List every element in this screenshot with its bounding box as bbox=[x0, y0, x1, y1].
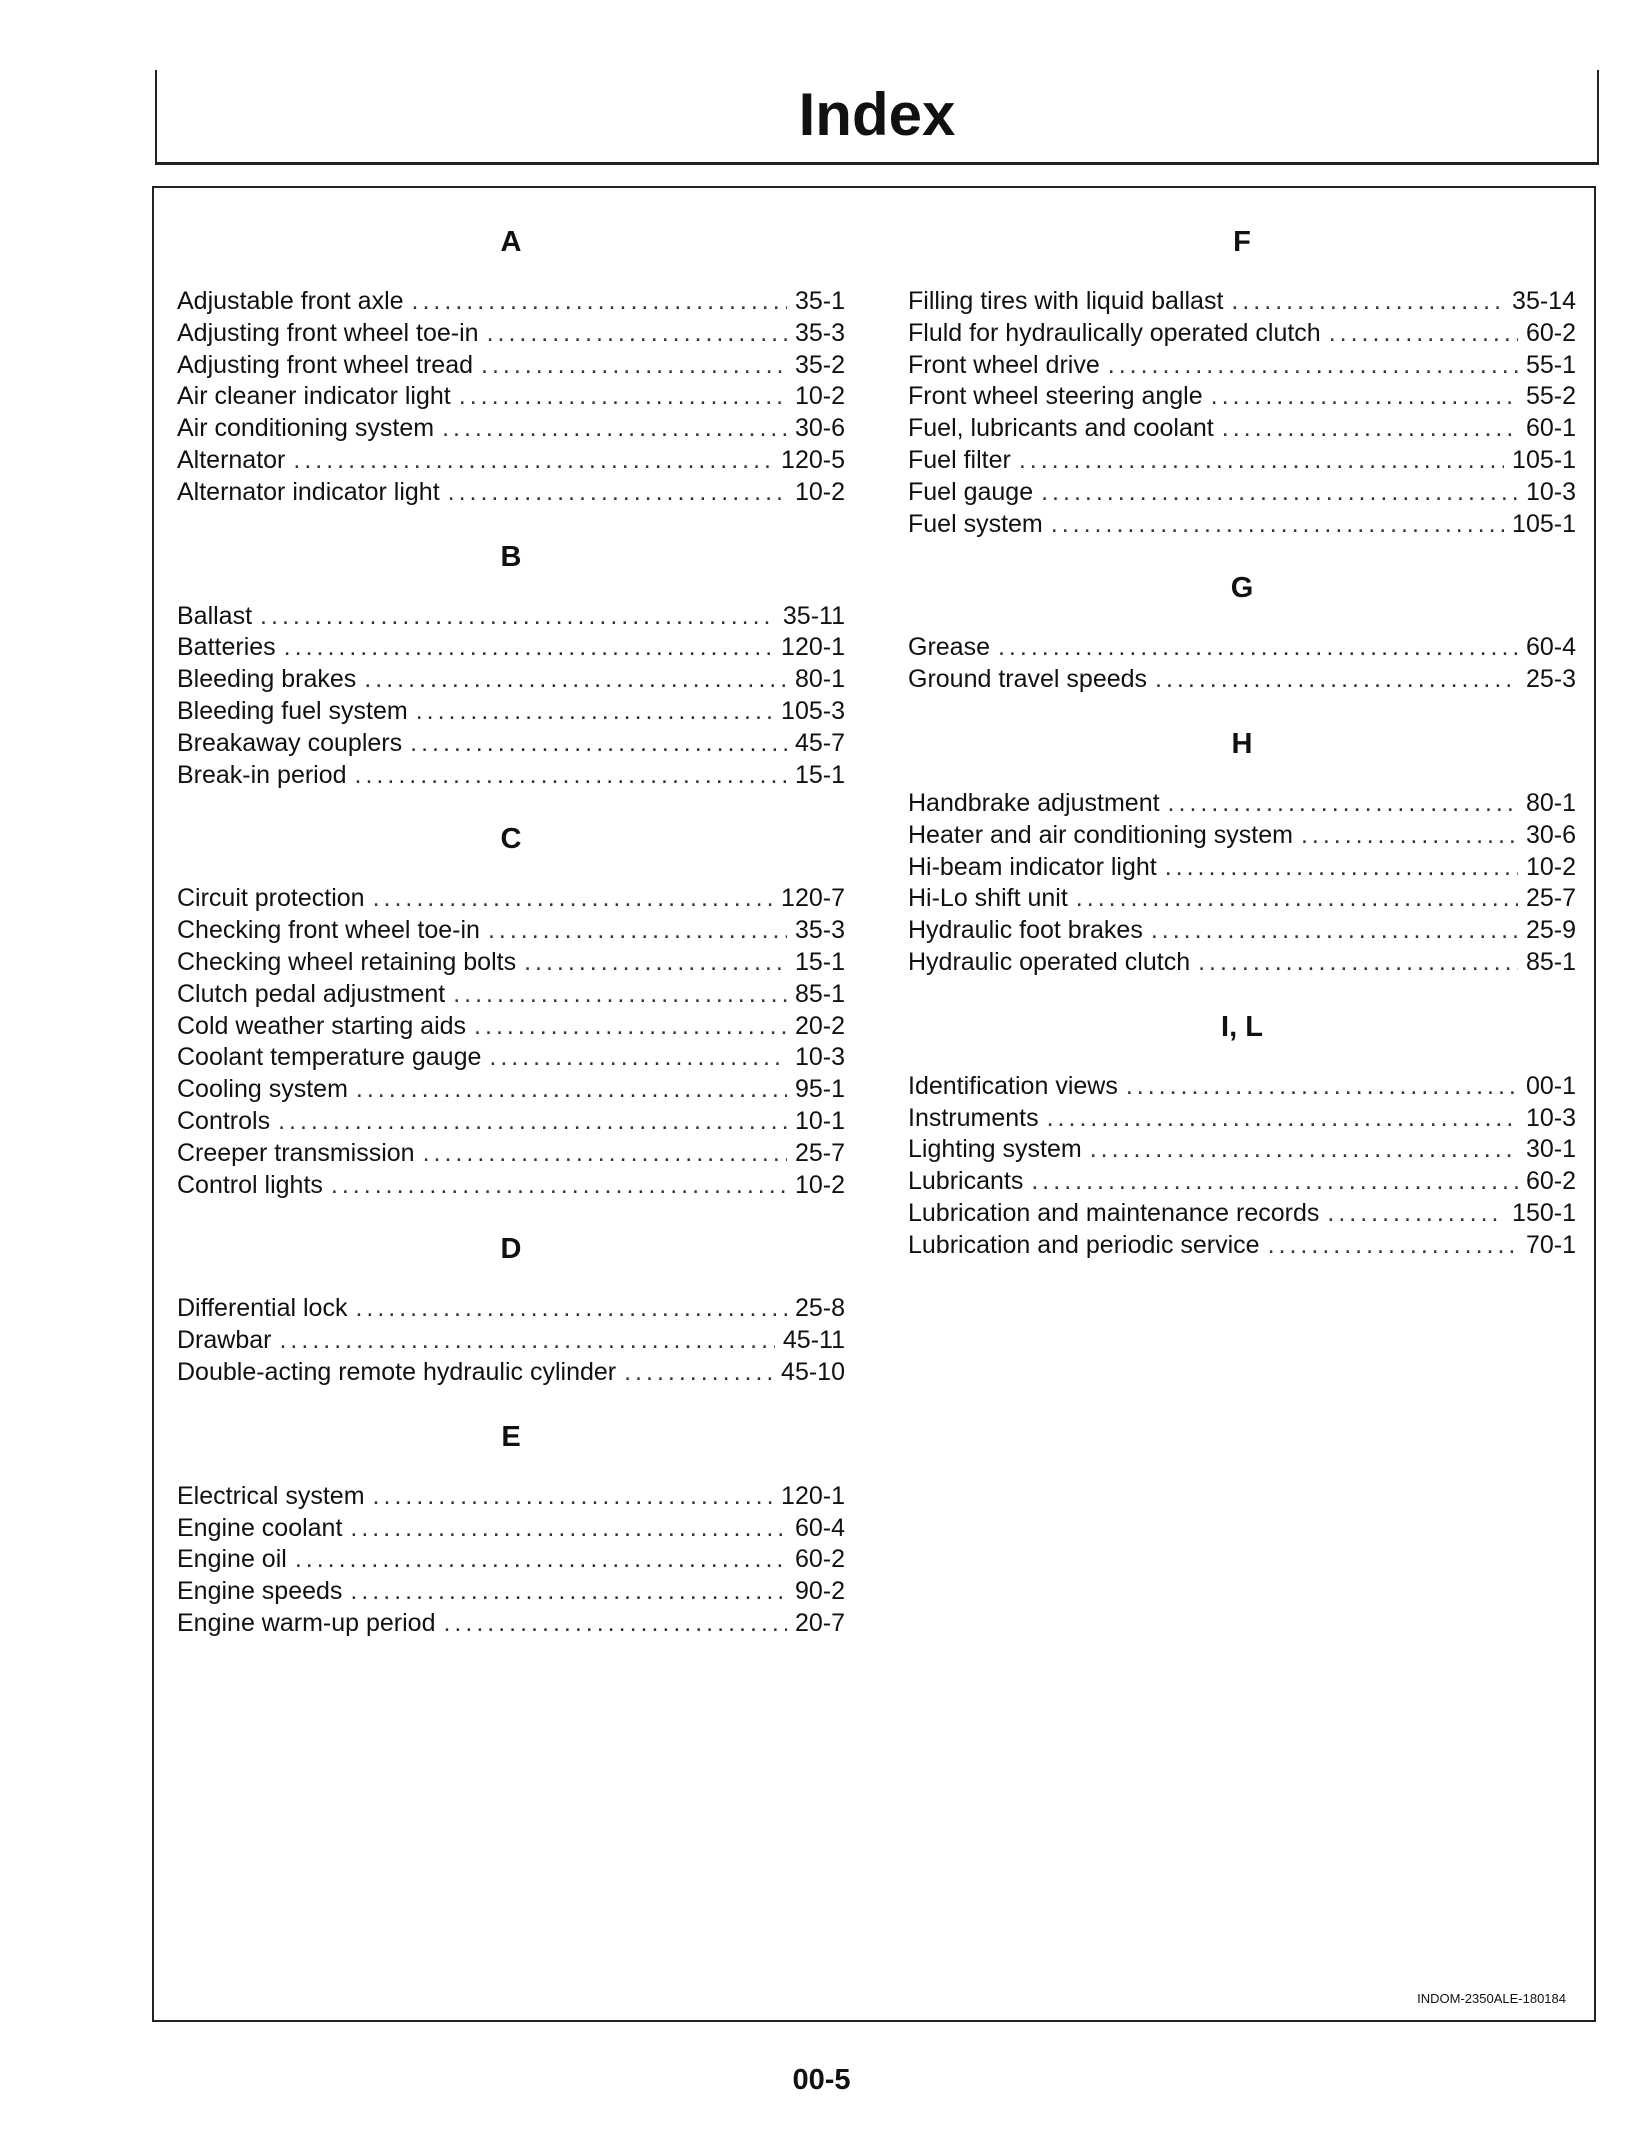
entry-term: Lubrication and periodic service bbox=[908, 1230, 1260, 1259]
entry-page: 10-2 bbox=[794, 1170, 845, 1199]
entry-page: 60-2 bbox=[794, 1545, 845, 1574]
index-entry bbox=[908, 1071, 1576, 1103]
entry-term: Controls bbox=[177, 1106, 271, 1135]
entry-list bbox=[177, 601, 845, 792]
dot-leader bbox=[373, 883, 773, 915]
section-letter: G bbox=[1230, 572, 1254, 605]
entry-term: Handbrake adjustment bbox=[908, 788, 1160, 817]
dot-leader bbox=[1231, 286, 1504, 318]
entry-page: 105-1 bbox=[1512, 509, 1576, 538]
section-letter: C bbox=[500, 823, 522, 856]
entry-term: Lubrication and maintenance records bbox=[908, 1198, 1320, 1227]
entry-term: Differential lock bbox=[177, 1294, 348, 1323]
entry-term: Fuel gauge bbox=[908, 477, 1034, 506]
entry-list bbox=[908, 286, 1576, 540]
entry-term: Hi-beam indicator light bbox=[908, 852, 1157, 881]
index-entry bbox=[908, 1134, 1576, 1166]
index-entry bbox=[908, 1198, 1576, 1230]
section-letter: D bbox=[500, 1233, 522, 1266]
entry-term: Hi-Lo shift unit bbox=[908, 884, 1068, 913]
dot-leader bbox=[1155, 664, 1518, 696]
index-section bbox=[177, 537, 845, 792]
entry-page: 10-2 bbox=[1525, 852, 1576, 881]
entry-page: 00-1 bbox=[1525, 1071, 1576, 1100]
entry-page: 60-4 bbox=[1525, 633, 1576, 662]
index-entry bbox=[177, 477, 845, 509]
section-letter: I, L bbox=[1221, 1010, 1263, 1043]
entry-page: 25-3 bbox=[1525, 665, 1576, 694]
entry-term: Batteries bbox=[177, 633, 276, 662]
index-entry bbox=[177, 318, 845, 350]
index-section bbox=[908, 724, 1576, 979]
index-entry bbox=[908, 318, 1576, 350]
index-entry bbox=[177, 601, 845, 633]
page-number: 00-5 bbox=[792, 2064, 851, 2096]
entry-page: 30-6 bbox=[1525, 820, 1576, 849]
entry-page: 10-3 bbox=[1525, 477, 1576, 506]
entry-term: Coolant temperature gauge bbox=[177, 1043, 482, 1072]
entry-page: 30-6 bbox=[794, 414, 845, 443]
dot-leader bbox=[355, 1293, 787, 1325]
entry-page: 25-9 bbox=[1525, 916, 1576, 945]
entry-term: Bleeding brakes bbox=[177, 665, 357, 694]
entry-term: Engine speeds bbox=[177, 1577, 343, 1606]
dot-leader bbox=[279, 1325, 774, 1357]
index-entry bbox=[177, 1293, 845, 1325]
dot-leader bbox=[459, 381, 787, 413]
entry-list bbox=[177, 1293, 845, 1388]
index-section bbox=[908, 1007, 1576, 1262]
index-entry bbox=[177, 1170, 845, 1202]
entry-term: Adjusting front wheel tread bbox=[177, 350, 474, 379]
dot-leader bbox=[1126, 1071, 1518, 1103]
entry-term: Filling tires with liquid ballast bbox=[908, 287, 1224, 315]
dot-leader bbox=[284, 632, 773, 664]
entry-page: 150-1 bbox=[1512, 1198, 1576, 1227]
index-entry bbox=[908, 632, 1576, 664]
entry-page: 60-4 bbox=[794, 1513, 845, 1542]
index-entry bbox=[908, 788, 1576, 820]
entry-list bbox=[177, 1481, 845, 1640]
entry-list bbox=[177, 883, 845, 1201]
index-entry bbox=[908, 286, 1576, 318]
index-entry bbox=[908, 915, 1576, 947]
entry-term: Creeper transmission bbox=[177, 1138, 415, 1167]
entry-page: 20-7 bbox=[794, 1608, 845, 1637]
dot-leader bbox=[1198, 947, 1518, 979]
dot-leader bbox=[416, 696, 773, 728]
entry-page: 35-3 bbox=[794, 916, 845, 945]
index-entry bbox=[177, 664, 845, 696]
entry-term: Circuit protection bbox=[177, 884, 365, 913]
entry-page: 15-1 bbox=[794, 760, 845, 789]
dot-leader bbox=[423, 1138, 787, 1170]
index-entry bbox=[177, 1011, 845, 1043]
entry-page: 45-10 bbox=[781, 1357, 845, 1386]
entry-term: Control lights bbox=[177, 1170, 323, 1199]
index-entry bbox=[177, 1357, 845, 1389]
entry-list bbox=[908, 1071, 1576, 1262]
dot-leader bbox=[410, 728, 787, 760]
index-entry bbox=[177, 760, 845, 792]
entry-term: Ballast bbox=[177, 601, 253, 630]
entry-page: 35-14 bbox=[1512, 287, 1576, 315]
entry-page: 25-8 bbox=[794, 1294, 845, 1323]
entry-page: 120-1 bbox=[781, 1481, 845, 1510]
dot-leader bbox=[1076, 883, 1518, 915]
entry-page: 60-2 bbox=[1525, 318, 1576, 347]
dot-leader bbox=[1051, 509, 1504, 541]
dot-leader bbox=[350, 1513, 787, 1545]
index-entry bbox=[908, 445, 1576, 477]
entry-page: 80-1 bbox=[1525, 788, 1576, 817]
index-entry bbox=[177, 445, 845, 477]
section-letter: A bbox=[500, 226, 522, 258]
entry-term: Cold weather starting aids bbox=[177, 1011, 467, 1040]
index-section bbox=[908, 568, 1576, 696]
index-entry bbox=[908, 664, 1576, 696]
entry-page: 10-2 bbox=[794, 477, 845, 506]
dot-leader bbox=[355, 760, 787, 792]
document-code: INDOM-2350ALE-180184 bbox=[1417, 1991, 1566, 2006]
dot-leader bbox=[453, 979, 787, 1011]
entry-page: 80-1 bbox=[794, 665, 845, 694]
dot-leader bbox=[1327, 1198, 1504, 1230]
dot-leader bbox=[489, 1042, 787, 1074]
dot-leader bbox=[524, 947, 787, 979]
entry-page: 25-7 bbox=[1525, 884, 1576, 913]
entry-page: 10-3 bbox=[794, 1043, 845, 1072]
index-entry bbox=[908, 350, 1576, 382]
dot-leader bbox=[487, 318, 787, 350]
entry-page: 55-1 bbox=[1525, 350, 1576, 379]
index-entry bbox=[908, 1230, 1576, 1262]
entry-page: 35-11 bbox=[782, 601, 845, 630]
entry-page: 55-2 bbox=[1525, 382, 1576, 411]
dot-leader bbox=[1151, 915, 1518, 947]
dot-leader bbox=[442, 413, 787, 445]
entry-page: 60-1 bbox=[1525, 414, 1576, 443]
entry-term: Fuel, lubricants and coolant bbox=[908, 414, 1214, 443]
entry-page: 95-1 bbox=[794, 1075, 845, 1104]
index-entry bbox=[177, 1325, 845, 1357]
entry-term: Grease bbox=[908, 633, 990, 662]
index-column-left bbox=[177, 222, 845, 1668]
entry-page: 90-2 bbox=[794, 1577, 845, 1606]
dot-leader bbox=[373, 1481, 774, 1513]
entry-page: 105-3 bbox=[781, 696, 845, 725]
dot-leader bbox=[1047, 1103, 1518, 1135]
entry-page: 105-1 bbox=[1512, 445, 1576, 474]
index-entry bbox=[177, 1513, 845, 1545]
dot-leader bbox=[356, 1074, 787, 1106]
index-entry bbox=[908, 509, 1576, 541]
dot-leader bbox=[1165, 852, 1518, 884]
index-entry bbox=[177, 1042, 845, 1074]
entry-page: 20-2 bbox=[794, 1011, 845, 1040]
section-letter: F bbox=[1233, 226, 1251, 258]
entry-term: Double-acting remote hydraulic cylinder bbox=[177, 1357, 617, 1386]
entry-term: Break-in period bbox=[177, 760, 347, 789]
entry-term: Ground travel speeds bbox=[908, 665, 1148, 694]
index-section bbox=[908, 222, 1576, 540]
dot-leader bbox=[1168, 788, 1518, 820]
dot-leader bbox=[1301, 820, 1518, 852]
entry-term: Instruments bbox=[908, 1103, 1039, 1132]
entry-term: Adjustable front axle bbox=[177, 287, 404, 315]
entry-list bbox=[908, 788, 1576, 979]
dot-leader bbox=[1268, 1230, 1518, 1262]
entry-term: Air conditioning system bbox=[177, 414, 435, 443]
entry-page: 45-11 bbox=[782, 1326, 845, 1355]
entry-term: Fluld for hydraulically operated clutch bbox=[908, 318, 1321, 347]
dot-leader bbox=[1019, 445, 1504, 477]
entry-page: 120-1 bbox=[781, 633, 845, 662]
index-entry bbox=[177, 413, 845, 445]
entry-term: Front wheel steering angle bbox=[908, 382, 1203, 411]
index-entry bbox=[908, 381, 1576, 413]
entry-page: 30-1 bbox=[1525, 1135, 1576, 1164]
entry-page: 60-2 bbox=[1525, 1167, 1576, 1196]
entry-term: Hydraulic operated clutch bbox=[908, 947, 1191, 976]
entry-term: Engine oil bbox=[177, 1545, 287, 1574]
entry-page: 15-1 bbox=[794, 947, 845, 976]
dot-leader bbox=[1211, 381, 1518, 413]
entry-page: 25-7 bbox=[794, 1138, 845, 1167]
entry-term: Breakaway couplers bbox=[177, 728, 403, 757]
section-letter: B bbox=[500, 540, 522, 573]
dot-leader bbox=[1090, 1134, 1518, 1166]
entry-page: 45-7 bbox=[794, 728, 845, 757]
dot-leader bbox=[448, 477, 787, 509]
entry-term: Fuel filter bbox=[908, 445, 1011, 474]
entry-term: Lubricants bbox=[908, 1167, 1024, 1196]
index-entry bbox=[177, 915, 845, 947]
index-section bbox=[177, 222, 845, 509]
entry-term: Checking wheel retaining bolts bbox=[177, 947, 517, 976]
dot-leader bbox=[481, 350, 787, 382]
dot-leader bbox=[1329, 318, 1518, 350]
dot-leader bbox=[350, 1576, 787, 1608]
index-entry bbox=[177, 350, 845, 382]
dot-leader bbox=[260, 601, 775, 633]
index-entry bbox=[177, 979, 845, 1011]
entry-page: 10-1 bbox=[794, 1106, 845, 1135]
index-entry bbox=[177, 286, 845, 318]
entry-list bbox=[908, 632, 1576, 696]
entry-term: Adjusting front wheel toe-in bbox=[177, 318, 479, 347]
entry-page: 35-2 bbox=[794, 350, 845, 379]
entry-list bbox=[177, 286, 845, 509]
dot-leader bbox=[412, 286, 787, 318]
entry-term: Front wheel drive bbox=[908, 350, 1100, 379]
dot-leader bbox=[474, 1011, 787, 1043]
entry-term: Drawbar bbox=[177, 1326, 272, 1355]
dot-leader bbox=[1031, 1166, 1518, 1198]
dot-leader bbox=[998, 632, 1518, 664]
entry-page: 85-1 bbox=[794, 979, 845, 1008]
dot-leader bbox=[364, 664, 787, 696]
entry-term: Electrical system bbox=[177, 1481, 365, 1510]
index-column-right bbox=[908, 222, 1576, 1290]
page-title: Index bbox=[798, 81, 956, 148]
entry-term: Air cleaner indicator light bbox=[177, 382, 451, 411]
section-letter: E bbox=[501, 1420, 521, 1453]
entry-term: Engine coolant bbox=[177, 1513, 343, 1542]
index-frame bbox=[152, 186, 1596, 2022]
entry-page: 35-1 bbox=[794, 287, 845, 315]
entry-term: Checking front wheel toe-in bbox=[177, 916, 480, 945]
entry-term: Fuel system bbox=[908, 509, 1043, 538]
index-entry bbox=[177, 1481, 845, 1513]
index-entry bbox=[177, 1608, 845, 1640]
entry-term: Engine warm-up period bbox=[177, 1608, 436, 1637]
entry-term: Cooling system bbox=[177, 1075, 348, 1104]
index-entry bbox=[908, 883, 1576, 915]
index-entry bbox=[908, 413, 1576, 445]
entry-page: 120-5 bbox=[781, 445, 845, 474]
dot-leader bbox=[443, 1608, 786, 1640]
entry-term: Clutch pedal adjustment bbox=[177, 979, 446, 1008]
index-entry bbox=[177, 696, 845, 728]
entry-term: Hydraulic foot brakes bbox=[908, 916, 1143, 945]
index-entry bbox=[908, 477, 1576, 509]
index-entry bbox=[177, 1106, 845, 1138]
dot-leader bbox=[1041, 477, 1518, 509]
index-section bbox=[177, 1229, 845, 1388]
dot-leader bbox=[331, 1170, 787, 1202]
entry-term: Alternator bbox=[177, 445, 286, 474]
entry-term: Lighting system bbox=[908, 1135, 1082, 1164]
section-letter: H bbox=[1231, 727, 1253, 760]
index-entry bbox=[177, 1138, 845, 1170]
index-section bbox=[177, 819, 845, 1201]
index-entry bbox=[177, 632, 845, 664]
index-entry bbox=[177, 1074, 845, 1106]
index-section bbox=[177, 1417, 845, 1640]
entry-page: 85-1 bbox=[1525, 947, 1576, 976]
entry-page: 120-7 bbox=[781, 884, 845, 913]
index-entry bbox=[908, 852, 1576, 884]
index-entry bbox=[177, 883, 845, 915]
dot-leader bbox=[293, 445, 773, 477]
index-entry bbox=[177, 947, 845, 979]
index-entry bbox=[908, 820, 1576, 852]
index-entry bbox=[177, 1544, 845, 1576]
dot-leader bbox=[488, 915, 787, 947]
dot-leader bbox=[624, 1357, 773, 1389]
entry-term: Heater and air conditioning system bbox=[908, 820, 1293, 849]
header-frame bbox=[155, 70, 1599, 165]
dot-leader bbox=[1108, 350, 1518, 382]
entry-page: 35-3 bbox=[794, 318, 845, 347]
index-entry bbox=[908, 947, 1576, 979]
index-entry bbox=[908, 1166, 1576, 1198]
entry-term: Identification views bbox=[908, 1071, 1118, 1100]
index-entry bbox=[908, 1103, 1576, 1135]
index-entry bbox=[177, 728, 845, 760]
entry-page: 70-1 bbox=[1525, 1230, 1576, 1259]
index-entry bbox=[177, 1576, 845, 1608]
dot-leader bbox=[278, 1106, 787, 1138]
entry-page: 10-3 bbox=[1525, 1103, 1576, 1132]
dot-leader bbox=[1222, 413, 1518, 445]
entry-page: 10-2 bbox=[794, 382, 845, 411]
dot-leader bbox=[295, 1544, 787, 1576]
entry-term: Bleeding fuel system bbox=[177, 696, 408, 725]
index-entry bbox=[177, 381, 845, 413]
entry-term: Alternator indicator light bbox=[177, 477, 440, 506]
